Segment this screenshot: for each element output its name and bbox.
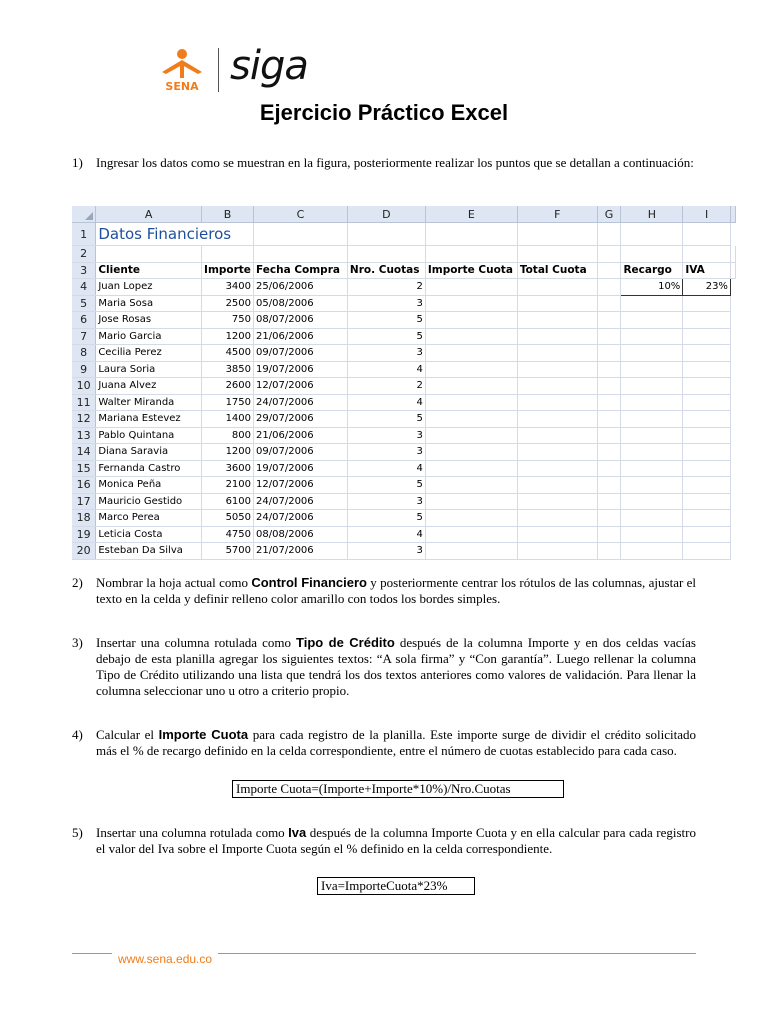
sena-logo-icon	[158, 48, 206, 94]
empty-cell[interactable]	[425, 394, 517, 411]
row-header[interactable]: 9	[72, 361, 96, 378]
importe-cell[interactable]: 750	[202, 312, 254, 329]
empty-cell[interactable]	[683, 427, 731, 444]
table-row	[72, 378, 736, 395]
importe-cell[interactable]: 3400	[202, 279, 254, 296]
empty-cell[interactable]	[597, 345, 621, 362]
importe-cell[interactable]: 800	[202, 427, 254, 444]
empty-cell[interactable]	[621, 493, 683, 510]
fecha-cell[interactable]: 09/07/2006	[254, 345, 348, 362]
row-header[interactable]: 6	[72, 312, 96, 329]
empty-cell[interactable]	[597, 295, 621, 312]
empty-cell[interactable]	[517, 279, 597, 296]
empty-cell[interactable]	[683, 543, 731, 560]
cliente-cell[interactable]: Jose Rosas	[96, 312, 202, 329]
empty-cell[interactable]	[621, 477, 683, 494]
empty-cell[interactable]	[597, 510, 621, 527]
column-header-d[interactable]: D	[347, 206, 425, 223]
importe-cell[interactable]: 1750	[202, 394, 254, 411]
cliente-cell[interactable]: Mario Garcia	[96, 328, 202, 345]
fecha-cell[interactable]: 12/07/2006	[254, 477, 348, 494]
empty-cell[interactable]	[425, 510, 517, 527]
empty-cell[interactable]	[597, 427, 621, 444]
table-row	[72, 460, 736, 477]
empty-cell[interactable]	[425, 328, 517, 345]
empty-cell[interactable]	[597, 312, 621, 329]
fecha-cell[interactable]: 24/07/2006	[254, 493, 348, 510]
importe-cell[interactable]: 1400	[202, 411, 254, 428]
cliente-cell[interactable]: Mariana Estevez	[96, 411, 202, 428]
sheet-row-1	[72, 223, 736, 246]
header-cell-iva[interactable]: IVA	[683, 262, 731, 279]
sheet-header-row	[72, 262, 736, 279]
row-header[interactable]: 10	[72, 378, 96, 395]
column-header-a[interactable]: A	[96, 206, 202, 223]
table-row	[72, 510, 736, 527]
fecha-cell[interactable]: 19/07/2006	[254, 460, 348, 477]
empty-cell[interactable]	[597, 543, 621, 560]
row-header[interactable]: 15	[72, 460, 96, 477]
empty-cell[interactable]	[517, 444, 597, 461]
fecha-cell[interactable]: 21/06/2006	[254, 427, 348, 444]
formula-importe-cuota: Importe Cuota=(Importe+Importe*10%)/Nro.Cuotas	[232, 780, 564, 798]
empty-cell[interactable]	[517, 345, 597, 362]
row-header[interactable]: 1	[72, 223, 96, 246]
instruction-text: Nombrar la hoja actual como Control Financiero y posteriormente centrar los rótulos de las columnas, ajustar el texto en la celda y definir relleno color amarillo con todos los bordes simples.	[96, 575, 697, 606]
cliente-cell[interactable]: Juana Alvez	[96, 378, 202, 395]
select-all-corner[interactable]	[72, 206, 96, 223]
cuotas-cell[interactable]: 4	[347, 361, 425, 378]
cuotas-cell[interactable]: 4	[347, 460, 425, 477]
table-row	[72, 526, 736, 543]
fecha-cell[interactable]: 05/08/2006	[254, 295, 348, 312]
empty-cell[interactable]	[425, 279, 517, 296]
empty-cell[interactable]	[683, 295, 731, 312]
header-cell-cliente[interactable]: Cliente	[96, 262, 202, 279]
fecha-cell[interactable]: 24/07/2006	[254, 510, 348, 527]
spreadsheet-figure	[72, 206, 736, 558]
empty-cell[interactable]	[621, 345, 683, 362]
table-row	[72, 328, 736, 345]
empty-cell[interactable]	[517, 510, 597, 527]
row-header[interactable]: 8	[72, 345, 96, 362]
empty-cell[interactable]	[517, 477, 597, 494]
empty-cell[interactable]	[683, 411, 731, 428]
empty-cell[interactable]	[683, 378, 731, 395]
importe-cell[interactable]: 1200	[202, 328, 254, 345]
empty-cell[interactable]	[425, 460, 517, 477]
instruction-text: Ingresar los datos como se muestran en la figura, posteriormente realizar los puntos que se detallan a continuación:	[96, 155, 694, 170]
sheet-row-2	[72, 246, 736, 263]
empty-cell[interactable]	[621, 543, 683, 560]
row-header[interactable]: 11	[72, 394, 96, 411]
column-header-g[interactable]: G	[597, 206, 621, 223]
empty-cell[interactable]	[517, 460, 597, 477]
empty-cell[interactable]	[621, 394, 683, 411]
empty-cell[interactable]	[683, 444, 731, 461]
empty-cell[interactable]	[517, 543, 597, 560]
instruction-number: 5)	[72, 825, 83, 840]
row-header[interactable]: 18	[72, 510, 96, 527]
empty-cell[interactable]	[425, 378, 517, 395]
cuotas-cell[interactable]: 3	[347, 295, 425, 312]
column-header-f[interactable]: F	[517, 206, 597, 223]
header-cell-fecha-compra[interactable]: Fecha Compra	[254, 262, 348, 279]
instruction-text: Calcular el Importe Cuota para cada registro de la planilla. Este importe surge de dividir el crédito solicitado más el % de recargo definido en la celda correspondiente, entre el número de cuotas establecido para cada caso.	[96, 727, 696, 758]
cuotas-cell[interactable]: 4	[347, 526, 425, 543]
fecha-cell[interactable]: 24/07/2006	[254, 394, 348, 411]
spreadsheet-table	[72, 206, 736, 560]
instruction-number: 1)	[72, 155, 83, 170]
emphasis-text: Control Financiero	[251, 575, 367, 590]
empty-cell[interactable]	[683, 361, 731, 378]
importe-cell[interactable]: 3600	[202, 460, 254, 477]
empty-cell[interactable]	[597, 493, 621, 510]
fecha-cell[interactable]: 29/07/2006	[254, 411, 348, 428]
empty-cell[interactable]	[621, 361, 683, 378]
cliente-cell[interactable]: Fernanda Castro	[96, 460, 202, 477]
instruction-text: Insertar una columna rotulada como Iva después de la columna Importe Cuota y en ella calcular para cada registro el valor del Iva sobre el Importe Cuota según el % definido en la celda correspondiente.	[96, 825, 696, 856]
fecha-cell[interactable]: 19/07/2006	[254, 361, 348, 378]
importe-cell[interactable]: 5050	[202, 510, 254, 527]
fecha-cell[interactable]: 08/08/2006	[254, 526, 348, 543]
empty-cell[interactable]	[517, 295, 597, 312]
sheet-data-rows	[72, 279, 736, 560]
fecha-cell[interactable]: 09/07/2006	[254, 444, 348, 461]
row-header[interactable]: 19	[72, 526, 96, 543]
header-cell-importe-cuota[interactable]: Importe Cuota	[425, 262, 517, 279]
header-cell-importe[interactable]: Importe	[202, 262, 254, 279]
importe-cell[interactable]: 5700	[202, 543, 254, 560]
cuotas-cell[interactable]: 5	[347, 328, 425, 345]
importe-cell[interactable]: 3850	[202, 361, 254, 378]
cliente-cell[interactable]: Diana Saravia	[96, 444, 202, 461]
column-header-row	[72, 206, 736, 223]
empty-cell[interactable]	[517, 361, 597, 378]
empty-cell[interactable]	[597, 460, 621, 477]
cuotas-cell[interactable]: 5	[347, 477, 425, 494]
cuotas-cell[interactable]: 3	[347, 345, 425, 362]
cliente-cell[interactable]: Monica Peña	[96, 477, 202, 494]
emphasis-text: Iva	[288, 825, 307, 840]
importe-cell[interactable]: 1200	[202, 444, 254, 461]
table-row	[72, 411, 736, 428]
empty-cell[interactable]	[683, 328, 731, 345]
recargo-value-cell[interactable]: 10%	[621, 279, 683, 296]
row-header[interactable]: 5	[72, 295, 96, 312]
table-row	[72, 312, 736, 329]
header-cell-recargo[interactable]: Recargo	[621, 262, 683, 279]
fecha-cell[interactable]: 12/07/2006	[254, 378, 348, 395]
empty-cell[interactable]	[621, 328, 683, 345]
cliente-cell[interactable]: Walter Miranda	[96, 394, 202, 411]
cliente-cell[interactable]: Marco Perea	[96, 510, 202, 527]
fecha-cell[interactable]: 08/07/2006	[254, 312, 348, 329]
header-cell-total-cuota[interactable]: Total Cuota	[517, 262, 597, 279]
table-row	[72, 279, 736, 296]
iva-value-cell[interactable]: 23%	[683, 279, 731, 296]
empty-cell[interactable]	[517, 328, 597, 345]
cuotas-cell[interactable]: 4	[347, 394, 425, 411]
logo-divider	[218, 48, 219, 92]
cliente-cell[interactable]: Mauricio Gestido	[96, 493, 202, 510]
table-row	[72, 361, 736, 378]
table-row	[72, 427, 736, 444]
importe-cell[interactable]: 4750	[202, 526, 254, 543]
cuotas-cell[interactable]: 3	[347, 444, 425, 461]
column-header-i[interactable]: I	[683, 206, 731, 223]
empty-cell[interactable]	[597, 328, 621, 345]
instruction-2	[72, 575, 696, 607]
empty-cell[interactable]	[597, 444, 621, 461]
row-header[interactable]: 20	[72, 543, 96, 560]
empty-cell[interactable]	[597, 477, 621, 494]
emphasis-text: Importe Cuota	[158, 727, 249, 742]
empty-cell[interactable]	[425, 477, 517, 494]
instruction-number: 2)	[72, 575, 83, 590]
cuotas-cell[interactable]: 3	[347, 427, 425, 444]
cuotas-cell[interactable]: 2	[347, 378, 425, 395]
table-row	[72, 345, 736, 362]
empty-cell[interactable]	[621, 460, 683, 477]
table-row	[72, 477, 736, 494]
empty-cell[interactable]	[683, 477, 731, 494]
cuotas-cell[interactable]: 3	[347, 493, 425, 510]
empty-cell[interactable]	[517, 378, 597, 395]
cuotas-cell[interactable]: 5	[347, 411, 425, 428]
header-cell-nro-cuotas[interactable]: Nro. Cuotas	[347, 262, 425, 279]
empty-cell[interactable]	[683, 510, 731, 527]
cliente-cell[interactable]: Pablo Quintana	[96, 427, 202, 444]
table-row	[72, 295, 736, 312]
emphasis-text: Tipo de Crédito	[296, 635, 395, 650]
table-row	[72, 394, 736, 411]
empty-cell[interactable]	[517, 427, 597, 444]
empty-cell[interactable]	[621, 378, 683, 395]
empty-cell[interactable]	[621, 295, 683, 312]
empty-cell[interactable]	[597, 411, 621, 428]
cliente-cell[interactable]: Leticia Costa	[96, 526, 202, 543]
empty-cell[interactable]	[517, 394, 597, 411]
empty-cell[interactable]	[621, 312, 683, 329]
row-header[interactable]: 3	[72, 262, 96, 279]
empty-cell[interactable]	[597, 526, 621, 543]
empty-cell[interactable]	[597, 394, 621, 411]
empty-cell[interactable]	[425, 427, 517, 444]
empty-cell[interactable]	[597, 378, 621, 395]
footer-url[interactable]: www.sena.edu.co	[112, 952, 218, 966]
empty-cell[interactable]	[517, 411, 597, 428]
empty-cell[interactable]	[683, 345, 731, 362]
instruction-number: 4)	[72, 727, 83, 742]
row-header[interactable]: 16	[72, 477, 96, 494]
instruction-text: Insertar una columna rotulada como Tipo de Crédito después de la columna Importe y en dos celdas vacías debajo de esta planilla agregar los siguientes textos: “A sola firma” y “Con garantía”. Luego rellenar la columna Tipo de Crédito utilizando una lista que tendrá los dos textos anteriores como valores de validación. Para llenar la columna seleccionar uno u otro a criterio propio.	[96, 635, 696, 698]
siga-logo: siga	[230, 43, 308, 89]
empty-cell[interactable]	[425, 526, 517, 543]
formula-iva: Iva=ImporteCuota*23%	[317, 877, 475, 895]
importe-cell[interactable]: 2100	[202, 477, 254, 494]
empty-cell[interactable]	[683, 312, 731, 329]
row-header[interactable]: 12	[72, 411, 96, 428]
empty-cell[interactable]	[425, 361, 517, 378]
instruction-number: 3)	[72, 635, 83, 650]
row-header[interactable]: 7	[72, 328, 96, 345]
cuotas-cell[interactable]: 5	[347, 510, 425, 527]
importe-cell[interactable]: 6100	[202, 493, 254, 510]
empty-cell[interactable]	[517, 493, 597, 510]
row-header[interactable]: 4	[72, 279, 96, 296]
empty-cell[interactable]	[597, 361, 621, 378]
empty-cell[interactable]	[425, 312, 517, 329]
fecha-cell[interactable]: 21/07/2006	[254, 543, 348, 560]
importe-cell[interactable]: 2500	[202, 295, 254, 312]
table-row	[72, 493, 736, 510]
empty-cell[interactable]	[621, 526, 683, 543]
cuotas-cell[interactable]: 5	[347, 312, 425, 329]
instruction-5	[72, 825, 696, 857]
empty-cell[interactable]	[621, 411, 683, 428]
empty-cell[interactable]	[621, 510, 683, 527]
column-header-h[interactable]: H	[621, 206, 683, 223]
empty-cell[interactable]	[425, 295, 517, 312]
sena-logo-text: SENA	[165, 80, 199, 93]
empty-cell[interactable]	[621, 427, 683, 444]
empty-cell[interactable]	[683, 460, 731, 477]
empty-cell[interactable]	[425, 493, 517, 510]
empty-cell[interactable]	[683, 526, 731, 543]
cuotas-cell[interactable]: 3	[347, 543, 425, 560]
row-header[interactable]: 13	[72, 427, 96, 444]
cliente-cell[interactable]: Maria Sosa	[96, 295, 202, 312]
empty-cell[interactable]	[517, 312, 597, 329]
importe-cell[interactable]: 4500	[202, 345, 254, 362]
row-header[interactable]: 14	[72, 444, 96, 461]
empty-cell[interactable]	[597, 279, 621, 296]
empty-cell[interactable]	[517, 526, 597, 543]
empty-cell[interactable]	[425, 543, 517, 560]
fecha-cell[interactable]: 25/06/2006	[254, 279, 348, 296]
empty-cell[interactable]	[425, 444, 517, 461]
sheet-title-cell[interactable]: Datos Financieros	[96, 223, 254, 246]
empty-cell[interactable]	[683, 394, 731, 411]
document-title: Ejercicio Práctico Excel	[259, 100, 509, 125]
cliente-cell[interactable]: Laura Soria	[96, 361, 202, 378]
empty-cell[interactable]	[425, 345, 517, 362]
column-header-c[interactable]: C	[254, 206, 348, 223]
column-header-b[interactable]: B	[202, 206, 254, 223]
importe-cell[interactable]: 2600	[202, 378, 254, 395]
empty-cell[interactable]	[683, 493, 731, 510]
table-row	[72, 543, 736, 560]
instruction-3	[72, 635, 696, 699]
column-header-e[interactable]: E	[425, 206, 517, 223]
row-header[interactable]: 2	[72, 246, 96, 263]
cuotas-cell[interactable]: 2	[347, 279, 425, 296]
fecha-cell[interactable]: 21/06/2006	[254, 328, 348, 345]
empty-cell[interactable]	[621, 444, 683, 461]
cliente-cell[interactable]: Esteban Da Silva	[96, 543, 202, 560]
cliente-cell[interactable]: Juan Lopez	[96, 279, 202, 296]
instruction-1	[72, 155, 696, 171]
instruction-4	[72, 727, 696, 759]
table-row	[72, 444, 736, 461]
row-header[interactable]: 17	[72, 493, 96, 510]
cliente-cell[interactable]: Cecilia Perez	[96, 345, 202, 362]
empty-cell[interactable]	[425, 411, 517, 428]
